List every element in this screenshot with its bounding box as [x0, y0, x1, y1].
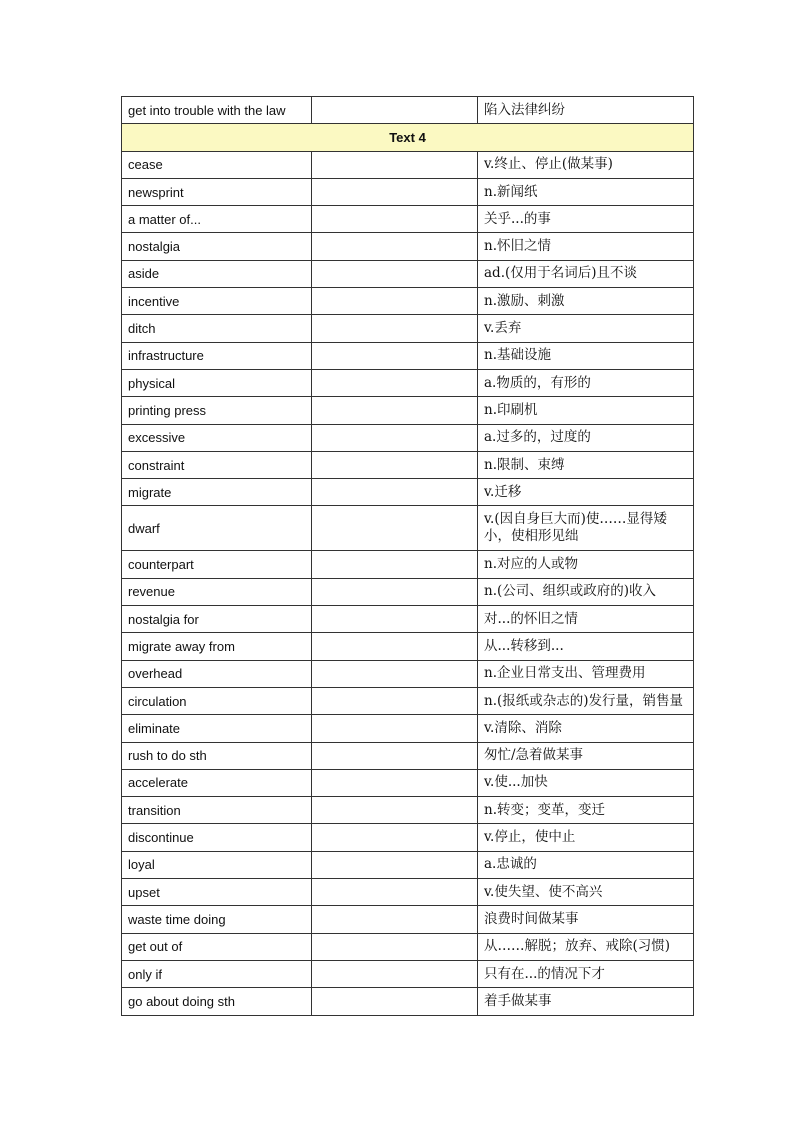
term-cell: accelerate [122, 769, 312, 796]
term-cell: a matter of... [122, 206, 312, 233]
blank-cell[interactable] [312, 233, 478, 260]
meaning-cell: n.新闻纸 [478, 178, 694, 205]
meaning-cell: 对...的怀旧之情 [478, 606, 694, 633]
meaning-cell: n.印刷机 [478, 397, 694, 424]
meaning-cell: v.(因自身巨大而)使……显得矮小，使相形见绌 [478, 506, 694, 551]
blank-cell[interactable] [312, 97, 478, 124]
meaning-cell: 浪费时间做某事 [478, 906, 694, 933]
meaning-cell: n.限制、束缚 [478, 451, 694, 478]
term-cell: get out of [122, 933, 312, 960]
blank-cell[interactable] [312, 715, 478, 742]
term-cell: eliminate [122, 715, 312, 742]
term-cell: incentive [122, 288, 312, 315]
table-row [122, 97, 694, 124]
table-row [122, 397, 694, 424]
term-cell: infrastructure [122, 342, 312, 369]
term-cell: go about doing sth [122, 988, 312, 1015]
table-row [122, 797, 694, 824]
table-row [122, 742, 694, 769]
blank-cell[interactable] [312, 451, 478, 478]
blank-cell[interactable] [312, 479, 478, 506]
table-row [122, 233, 694, 260]
blank-cell[interactable] [312, 342, 478, 369]
blank-cell[interactable] [312, 288, 478, 315]
table-row [122, 660, 694, 687]
blank-cell[interactable] [312, 178, 478, 205]
term-cell: dwarf [122, 506, 312, 551]
term-cell: upset [122, 879, 312, 906]
blank-cell[interactable] [312, 606, 478, 633]
meaning-cell: n.基础设施 [478, 342, 694, 369]
section-header-row [122, 124, 694, 151]
meaning-cell: v.终止、停止(做某事) [478, 151, 694, 178]
meaning-cell: n.企业日常支出、管理费用 [478, 660, 694, 687]
blank-cell[interactable] [312, 260, 478, 287]
blank-cell[interactable] [312, 851, 478, 878]
table-row [122, 715, 694, 742]
blank-cell[interactable] [312, 151, 478, 178]
term-cell: overhead [122, 660, 312, 687]
blank-cell[interactable] [312, 960, 478, 987]
blank-cell[interactable] [312, 551, 478, 578]
meaning-cell: v.停止，使中止 [478, 824, 694, 851]
table-row [122, 633, 694, 660]
table-row [122, 933, 694, 960]
vocabulary-table [121, 96, 694, 1016]
blank-cell[interactable] [312, 369, 478, 396]
meaning-cell: n.怀旧之情 [478, 233, 694, 260]
term-cell: newsprint [122, 178, 312, 205]
term-cell: loyal [122, 851, 312, 878]
table-row [122, 551, 694, 578]
meaning-cell: 着手做某事 [478, 988, 694, 1015]
table-row [122, 879, 694, 906]
meaning-cell: v.迁移 [478, 479, 694, 506]
meaning-cell: v.使失望、使不高兴 [478, 879, 694, 906]
term-cell: aside [122, 260, 312, 287]
meaning-cell: 匆忙/急着做某事 [478, 742, 694, 769]
blank-cell[interactable] [312, 742, 478, 769]
blank-cell[interactable] [312, 824, 478, 851]
table-row [122, 342, 694, 369]
meaning-cell: v.清除、消除 [478, 715, 694, 742]
blank-cell[interactable] [312, 397, 478, 424]
blank-cell[interactable] [312, 906, 478, 933]
table-row [122, 451, 694, 478]
table-row [122, 687, 694, 714]
table-row [122, 206, 694, 233]
term-cell: cease [122, 151, 312, 178]
meaning-cell: a.忠诚的 [478, 851, 694, 878]
meaning-cell: a.物质的，有形的 [478, 369, 694, 396]
term-cell: waste time doing [122, 906, 312, 933]
table-row [122, 479, 694, 506]
meaning-cell: 只有在...的情况下才 [478, 960, 694, 987]
meaning-cell: v.使...加快 [478, 769, 694, 796]
blank-cell[interactable] [312, 988, 478, 1015]
blank-cell[interactable] [312, 633, 478, 660]
term-cell: constraint [122, 451, 312, 478]
meaning-cell: n.对应的人或物 [478, 551, 694, 578]
meaning-cell: 陷入法律纠纷 [478, 97, 694, 124]
table-row [122, 851, 694, 878]
term-cell: excessive [122, 424, 312, 451]
table-row [122, 960, 694, 987]
term-cell: migrate [122, 479, 312, 506]
term-cell: physical [122, 369, 312, 396]
meaning-cell: v.丢弃 [478, 315, 694, 342]
table-row [122, 769, 694, 796]
term-cell: circulation [122, 687, 312, 714]
meaning-cell: 从……解脱；放弃、戒除(习惯) [478, 933, 694, 960]
term-cell: get into trouble with the law [122, 97, 312, 124]
table-row [122, 315, 694, 342]
meaning-cell: n.(公司、组织或政府的)收入 [478, 578, 694, 605]
table-row [122, 288, 694, 315]
vocabulary-table-body [122, 97, 694, 1016]
term-cell: transition [122, 797, 312, 824]
table-row [122, 151, 694, 178]
meaning-cell: n.转变；变革，变迁 [478, 797, 694, 824]
term-cell: nostalgia for [122, 606, 312, 633]
blank-cell[interactable] [312, 315, 478, 342]
term-cell: rush to do sth [122, 742, 312, 769]
meaning-cell: ad.(仅用于名词后)且不谈 [478, 260, 694, 287]
meaning-cell: 从...转移到... [478, 633, 694, 660]
section-title: Text 4 [122, 124, 694, 151]
term-cell: ditch [122, 315, 312, 342]
blank-cell[interactable] [312, 933, 478, 960]
blank-cell[interactable] [312, 206, 478, 233]
blank-cell[interactable] [312, 687, 478, 714]
term-cell: nostalgia [122, 233, 312, 260]
table-row [122, 369, 694, 396]
blank-cell[interactable] [312, 578, 478, 605]
meaning-cell: n.(报纸或杂志的)发行量，销售量 [478, 687, 694, 714]
term-cell: printing press [122, 397, 312, 424]
term-cell: discontinue [122, 824, 312, 851]
meaning-cell: n.激励、刺激 [478, 288, 694, 315]
table-row [122, 424, 694, 451]
blank-cell[interactable] [312, 506, 478, 551]
blank-cell[interactable] [312, 769, 478, 796]
table-row [122, 178, 694, 205]
table-row [122, 906, 694, 933]
table-row [122, 824, 694, 851]
blank-cell[interactable] [312, 797, 478, 824]
table-row [122, 988, 694, 1015]
term-cell: only if [122, 960, 312, 987]
term-cell: migrate away from [122, 633, 312, 660]
meaning-cell: a.过多的，过度的 [478, 424, 694, 451]
meaning-cell: 关乎...的事 [478, 206, 694, 233]
table-row [122, 578, 694, 605]
blank-cell[interactable] [312, 424, 478, 451]
table-row [122, 506, 694, 551]
table-row [122, 606, 694, 633]
blank-cell[interactable] [312, 879, 478, 906]
table-row [122, 260, 694, 287]
blank-cell[interactable] [312, 660, 478, 687]
term-cell: counterpart [122, 551, 312, 578]
term-cell: revenue [122, 578, 312, 605]
